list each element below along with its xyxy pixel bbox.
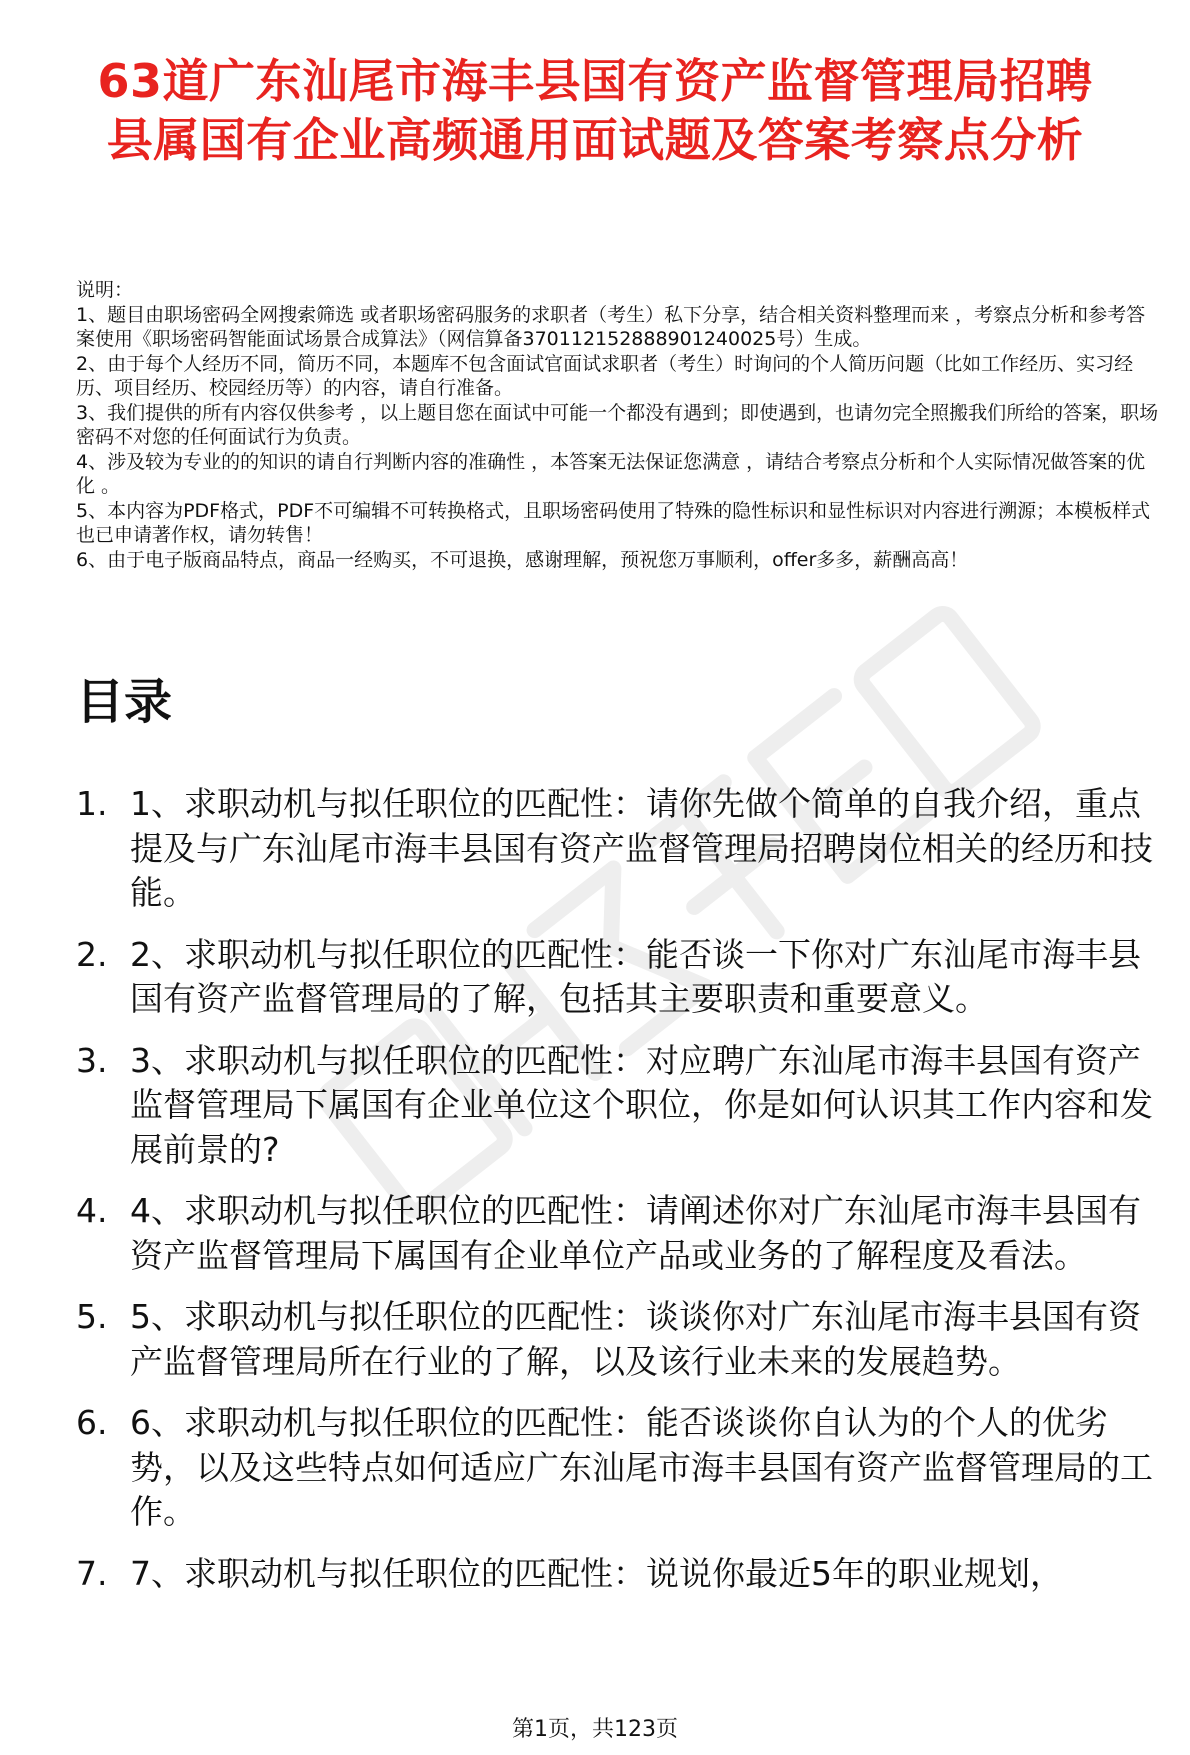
toc-item[interactable] <box>76 1039 1170 1173</box>
note-item: 6、由于电子版商品特点，商品一经购买，不可退换，感谢理解，预祝您万事顺利，offer多多，薪酬高高！ <box>76 548 969 571</box>
toc-item-number: 6. <box>76 1403 108 1442</box>
notes-section <box>76 278 1164 572</box>
toc-item-text[interactable]: 2、求职动机与拟任职位的匹配性：能否谈一下你对广东汕尾市海丰县国有资产监督管理局的了解，包括其主要职责和重要意义。 <box>130 934 1141 1018</box>
toc-item-text[interactable]: 7、求职动机与拟任职位的匹配性：说说你最近5年的职业规划， <box>130 1553 1063 1593</box>
note-item: 1、题目由职场密码全网搜索筛选 或者职场密码服务的求职者（考生）私下分享，结合相关资料整理而来 ，考察点分析和参考答案使用《职场密码智能面试场景合成算法》（网信算备370112152888901240025号）生成。 <box>76 303 1146 350</box>
toc-item-text[interactable]: 4、求职动机与拟任职位的匹配性：请阐述你对广东汕尾市海丰县国有资产监督管理局下属国有企业单位产品或业务的了解程度及看法。 <box>130 1191 1141 1275</box>
toc-item-number: 7. <box>76 1553 108 1593</box>
document-title: 63道广东汕尾市海丰县国有资产监督管理局招聘县属国有企业高频通用面试题及答案考察点分析 <box>97 54 1093 167</box>
toc-item-number: 4. <box>76 1191 108 1230</box>
toc-heading: 目录 <box>76 674 173 730</box>
toc-item[interactable] <box>76 933 1170 1022</box>
note-item: 3、我们提供的所有内容仅供参考 ，以上题目您在面试中可能一个都没有遇到；即使遇到，也请勿完全照搬我们所给的答案，职场密码不对您的任何面试行为负责。 <box>76 401 1159 448</box>
toc-item[interactable] <box>76 1401 1170 1535</box>
toc-item[interactable] <box>76 1189 1170 1278</box>
toc-item-text[interactable]: 1、求职动机与拟任职位的匹配性：请你先做个简单的自我介绍，重点提及与广东汕尾市海丰县国有资产监督管理局招聘岗位相关的经历和技能。 <box>130 784 1153 912</box>
toc-item[interactable] <box>76 782 1170 916</box>
toc-list <box>76 782 1170 1613</box>
toc-item-number: 1. <box>76 784 108 823</box>
toc-item-number: 2. <box>76 934 108 974</box>
toc-item-text[interactable]: 3、求职动机与拟任职位的匹配性：对应聘广东汕尾市海丰县国有资产监督管理局下属国有企业单位这个职位，你是如何认识其工作内容和发展前景的? <box>130 1040 1153 1169</box>
toc-item[interactable] <box>76 1552 1170 1597</box>
toc-item[interactable] <box>76 1295 1170 1384</box>
toc-item-text[interactable]: 6、求职动机与拟任职位的匹配性：能否谈谈你自认为的个人的优劣势，以及这些特点如何适应广东汕尾市海丰县国有资产监督管理局的工作。 <box>130 1403 1153 1531</box>
page-footer: 第1页，共123页 <box>512 1717 678 1742</box>
toc-item-text[interactable]: 5、求职动机与拟任职位的匹配性：谈谈你对广东汕尾市海丰县国有资产监督管理局所在行业的了解，以及该行业未来的发展趋势。 <box>130 1297 1141 1381</box>
toc-item-number: 5. <box>76 1297 108 1336</box>
notes-heading: 说明： <box>76 279 134 301</box>
note-item: 4、涉及较为专业的的知识的请自行判断内容的准确性 ，本答案无法保证您满意 ，请结合考察点分析和个人实际情况做答案的优化 。 <box>76 450 1146 497</box>
note-item: 2、由于每个人经历不同，简历不同，本题库不包含面试官面试求职者（考生）时询问的个人简历问题（比如工作经历、实习经历、项目经历、校园经历等）的内容，请自行准备。 <box>76 352 1134 399</box>
toc-item-number: 3. <box>76 1040 108 1080</box>
note-item: 5、本内容为PDF格式，PDF不可编辑不可转换格式，且职场密码使用了特殊的隐性标识和显性标识对内容进行溯源；本模板样式也已申请著作权，请勿转售！ <box>76 499 1151 546</box>
